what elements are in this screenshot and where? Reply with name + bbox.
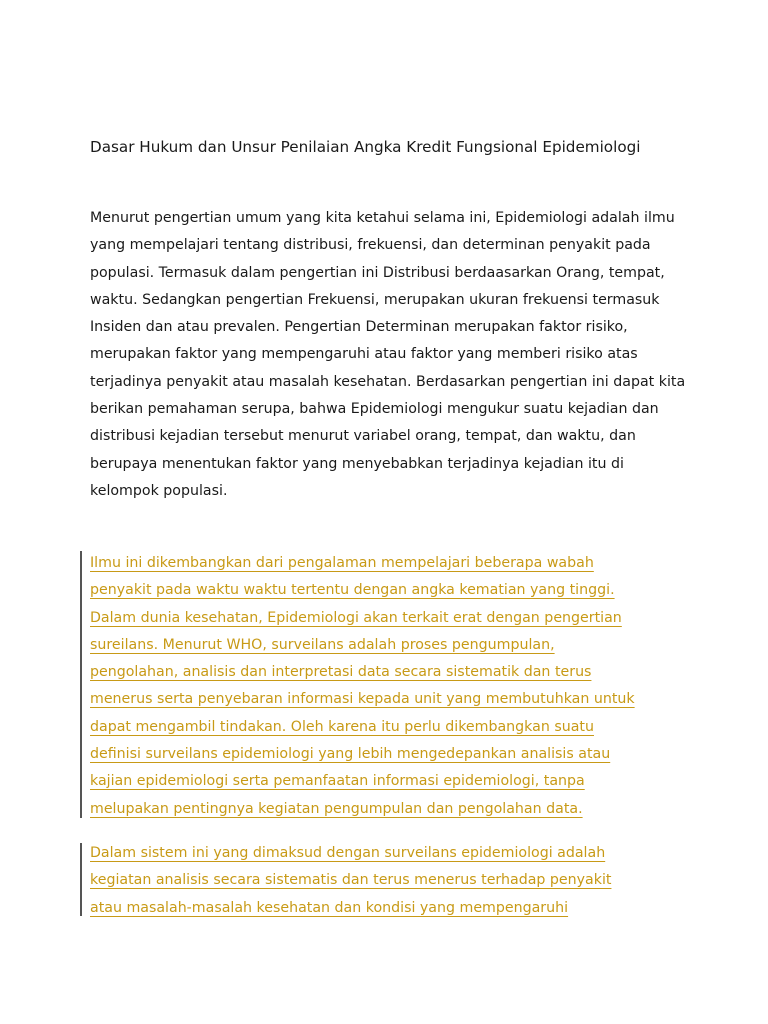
change-bar xyxy=(80,551,82,818)
tracked-line: kegiatan analisis secara sistematis dan terus menerus terhadap penyakit xyxy=(90,872,612,889)
tracked-line: Dalam sistem ini yang dimaksud dengan surveilans epidemiologi adalah xyxy=(90,845,606,861)
tracked-line: atau masalah-masalah kesehatan dan kondisi yang mempengaruhi xyxy=(90,899,569,916)
tracked-line: Ilmu ini dikembangkan dari pengalaman mempelajari beberapa wabah xyxy=(90,555,594,571)
document-title: Dasar Hukum dan Unsur Penilaian Angka Kredit Fungsional Epidemiologi xyxy=(90,138,641,156)
tracked-line: definisi surveilans epidemiologi yang lebih mengedepankan analisis atau xyxy=(90,746,611,763)
tracked-line: sureilans. Menurut WHO, surveilans adalah proses pengumpulan, xyxy=(90,636,555,653)
tracked-line: pengolahan, analisis dan interpretasi data secara sistematik dan terus xyxy=(90,664,592,681)
tracked-line: menerus serta penyebaran informasi kepada unit yang membutuhkan untuk xyxy=(90,691,635,708)
paragraph-system-tracked xyxy=(90,840,690,922)
paragraph-definition: Menurut pengertian umum yang kita ketahui selama ini, Epidemiologi adalah ilmu yang mempelajari tentang distribusi, frekuensi, dan determinan penyakit pada populasi. Termasuk dalam pengertian ini Distribusi berdaasarkan Orang, tempat, waktu. Sedangkan pengertian Frekuensi, merupakan ukuran frekuensi termasuk Insiden dan atau prevalen. Pengertian Determinan merupakan faktor risiko, merupakan faktor yang mempengaruhi atau faktor yang memberi risiko atas terjadinya penyakit atau masalah kesehatan. Berdasarkan pengertian ini dapat kita berikan pemahaman serupa, bahwa Epidemiologi mengukur suatu kejadian dan distribusi kejadian tersebut menurut variabel orang, tempat, dan waktu, dan berupaya menentukan faktor yang menyebabkan terjadinya kejadian itu di kelompok populasi. xyxy=(90,210,686,499)
tracked-line: dapat mengambil tindakan. Oleh karena itu perlu dikembangkan suatu xyxy=(90,718,594,735)
tracked-line: kajian epidemiologi serta pemanfaatan informasi epidemiologi, tanpa xyxy=(90,773,585,790)
change-bar xyxy=(80,843,82,916)
tracked-line: Dalam dunia kesehatan, Epidemiologi akan terkait erat dengan pengertian xyxy=(90,609,622,626)
paragraph-surveillance-tracked xyxy=(90,550,690,823)
tracked-line: penyakit pada waktu waktu tertentu dengan angka kematian yang tinggi. xyxy=(90,582,615,599)
tracked-line: melupakan pentingnya kegiatan pengumpulan dan pengolahan data. xyxy=(90,800,583,817)
